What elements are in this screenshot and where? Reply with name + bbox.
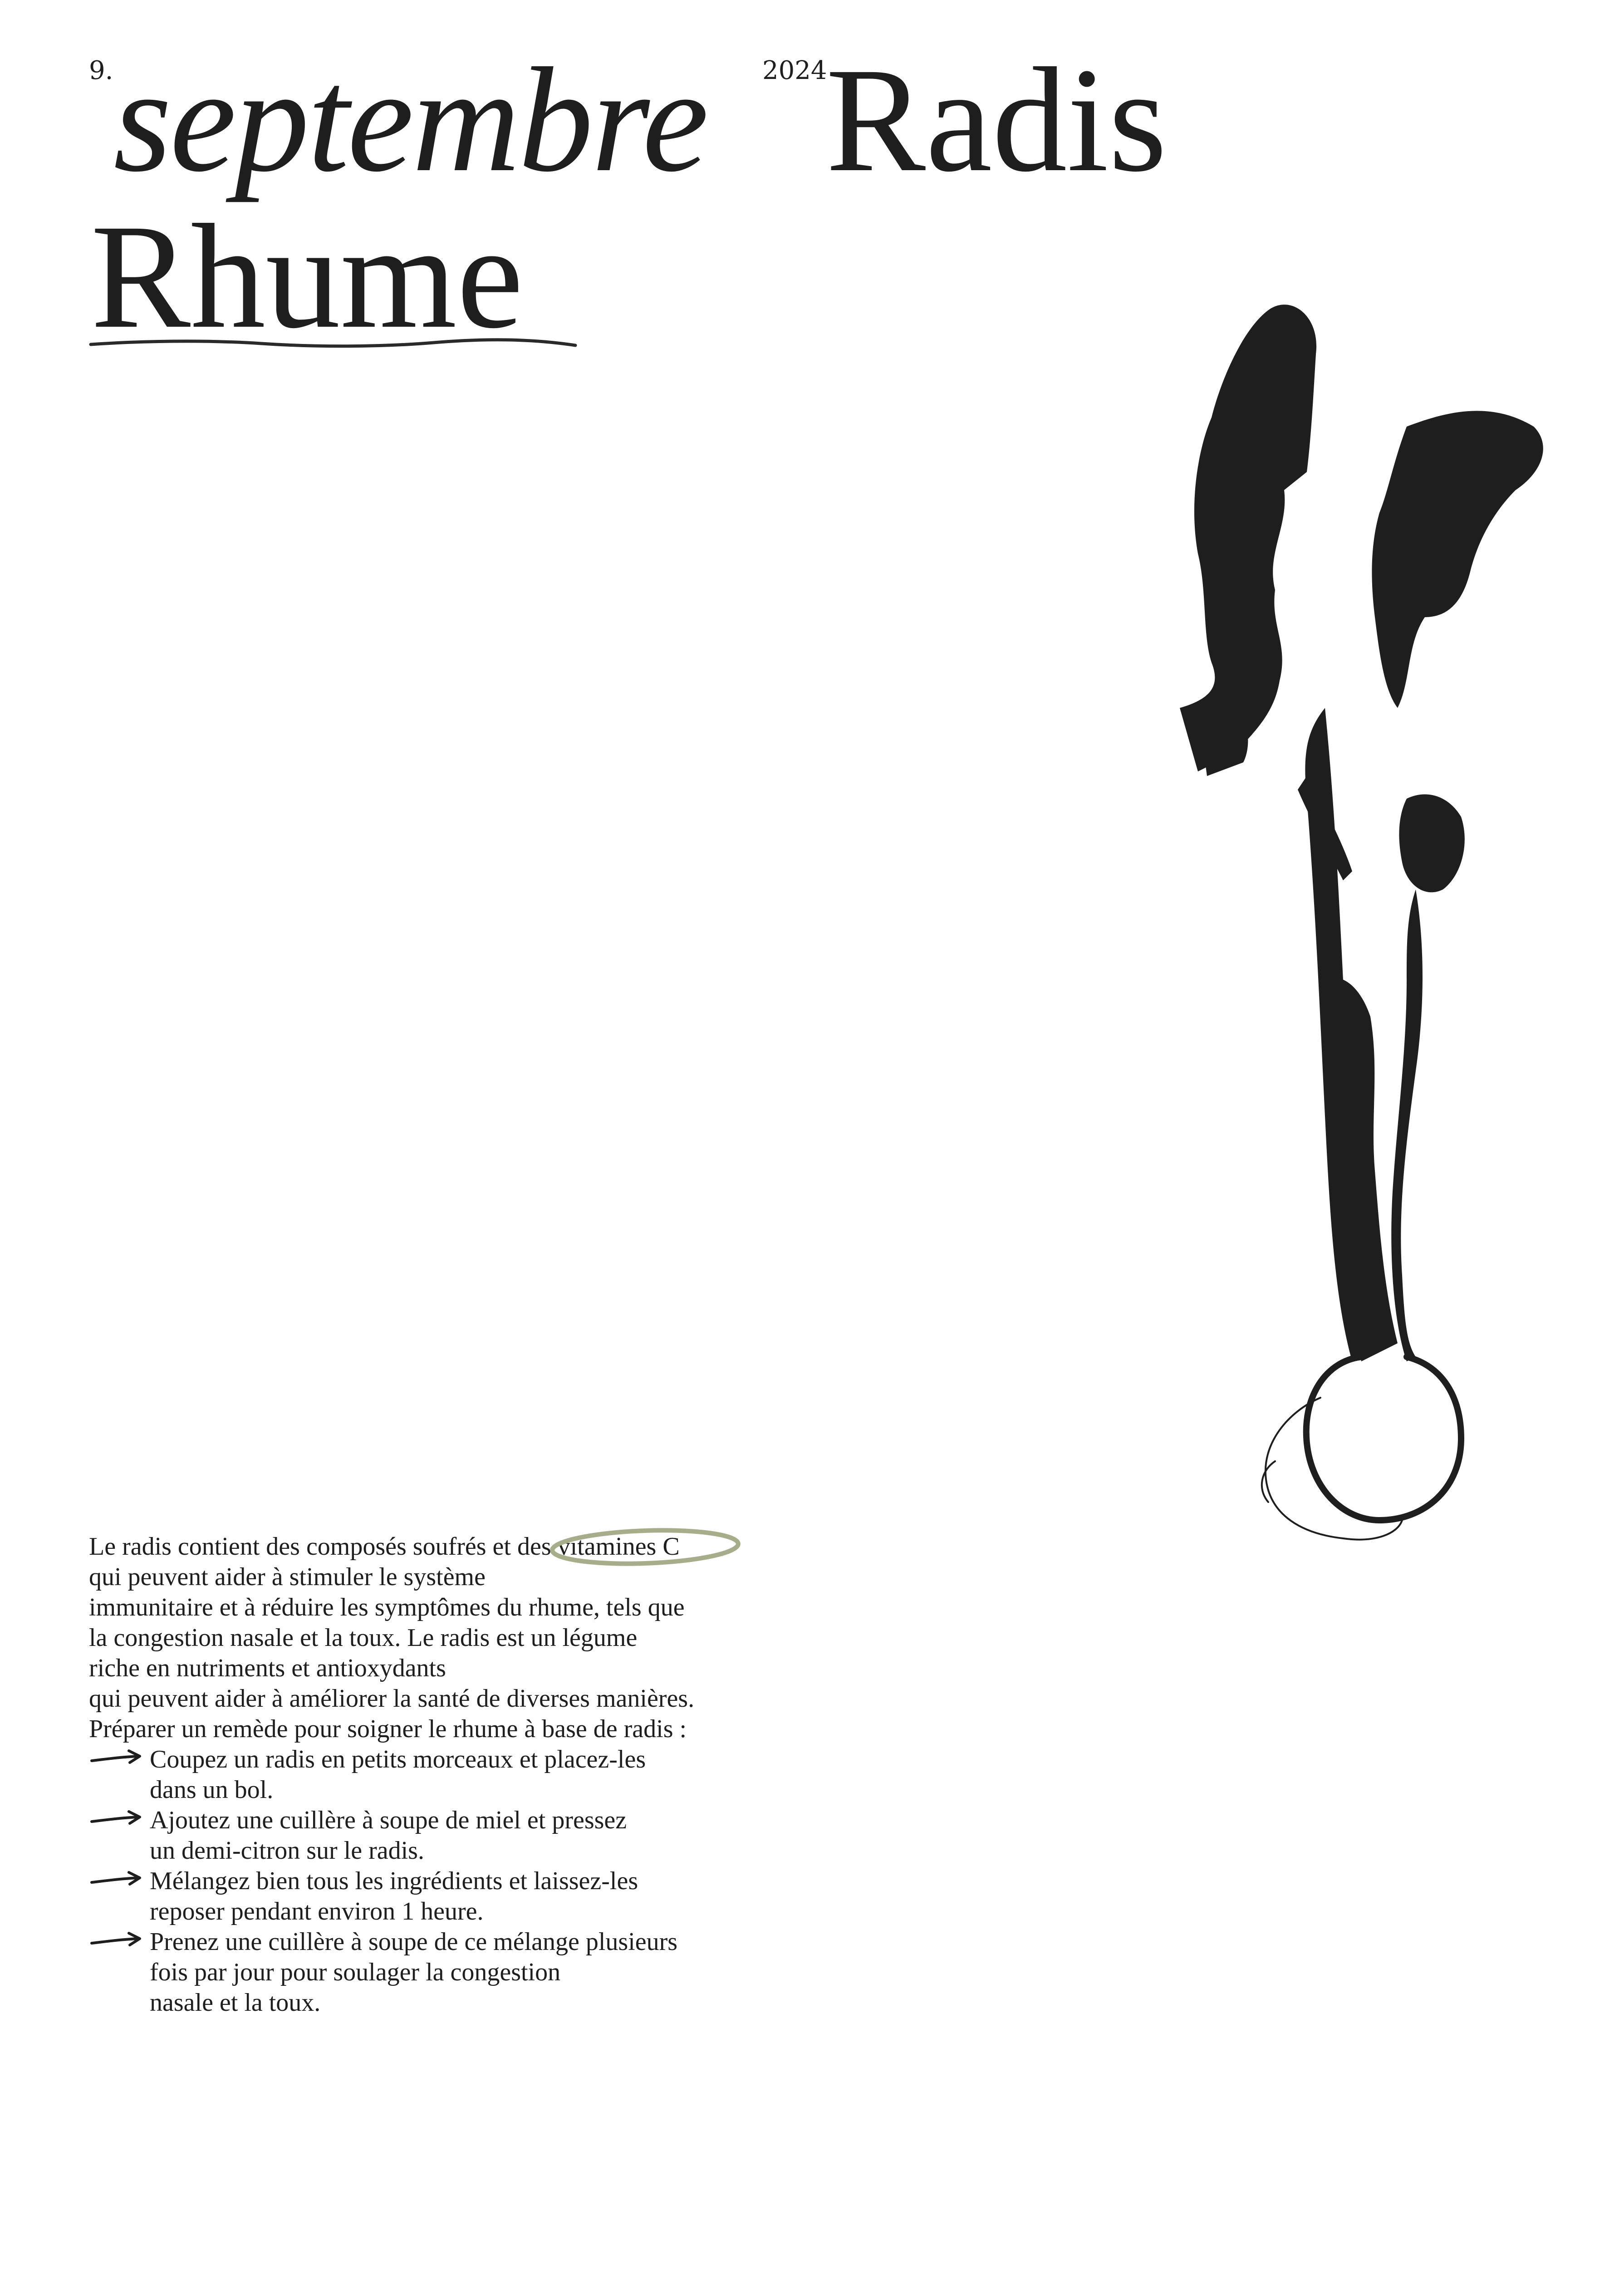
remedy-step: Mélangez bien tous les ingrédients et laissez-les reposer pendant environ 1 heure.: [89, 1866, 860, 1927]
intro-line: qui peuvent aider à stimuler le système: [89, 1563, 486, 1591]
arrow-icon: [89, 1808, 145, 1831]
remedy-steps: [89, 1744, 860, 2018]
remedy-text: [89, 1532, 860, 2018]
ailment-title: Rhume: [91, 194, 524, 359]
intro-line: immunitaire et à réduire les symptômes du rhume, tels que: [89, 1593, 685, 1621]
date-year: 2024: [762, 56, 827, 85]
highlight-circle: [548, 1523, 747, 1573]
vegetable-title: Radis: [826, 37, 1167, 203]
intro-line: Préparer un remède pour soigner le rhume à base de radis :: [89, 1715, 687, 1743]
arrow-icon: [89, 1747, 145, 1770]
remedy-step: Coupez un radis en petits morceaux et placez-les dans un bol.: [89, 1744, 860, 1805]
intro-line: la congestion nasale et la toux. Le radis est un légume: [89, 1624, 638, 1652]
arrow-icon: [89, 1930, 145, 1952]
remedy-step: Prenez une cuillère à soupe de ce mélange plusieurs fois par jour pour soulager la congestion nasale et la toux.: [89, 1927, 860, 2018]
highlighted-term: vitamines C: [558, 1532, 680, 1562]
radish-illustration: [1171, 300, 1579, 1570]
date-month: septembre: [113, 37, 707, 203]
intro-line: Le radis contient des composés soufrés et des vitamines C: [89, 1532, 860, 1562]
title-underline: [89, 334, 579, 352]
intro-line: qui peuvent aider à améliorer la santé de diverses manières.: [89, 1685, 695, 1713]
intro-line: riche en nutriments et antioxydants: [89, 1654, 446, 1682]
arrow-icon: [89, 1869, 145, 1891]
date-day: 9.: [89, 56, 113, 85]
remedy-step: Ajoutez une cuillère à soupe de miel et pressez un demi-citron sur le radis.: [89, 1805, 860, 1866]
